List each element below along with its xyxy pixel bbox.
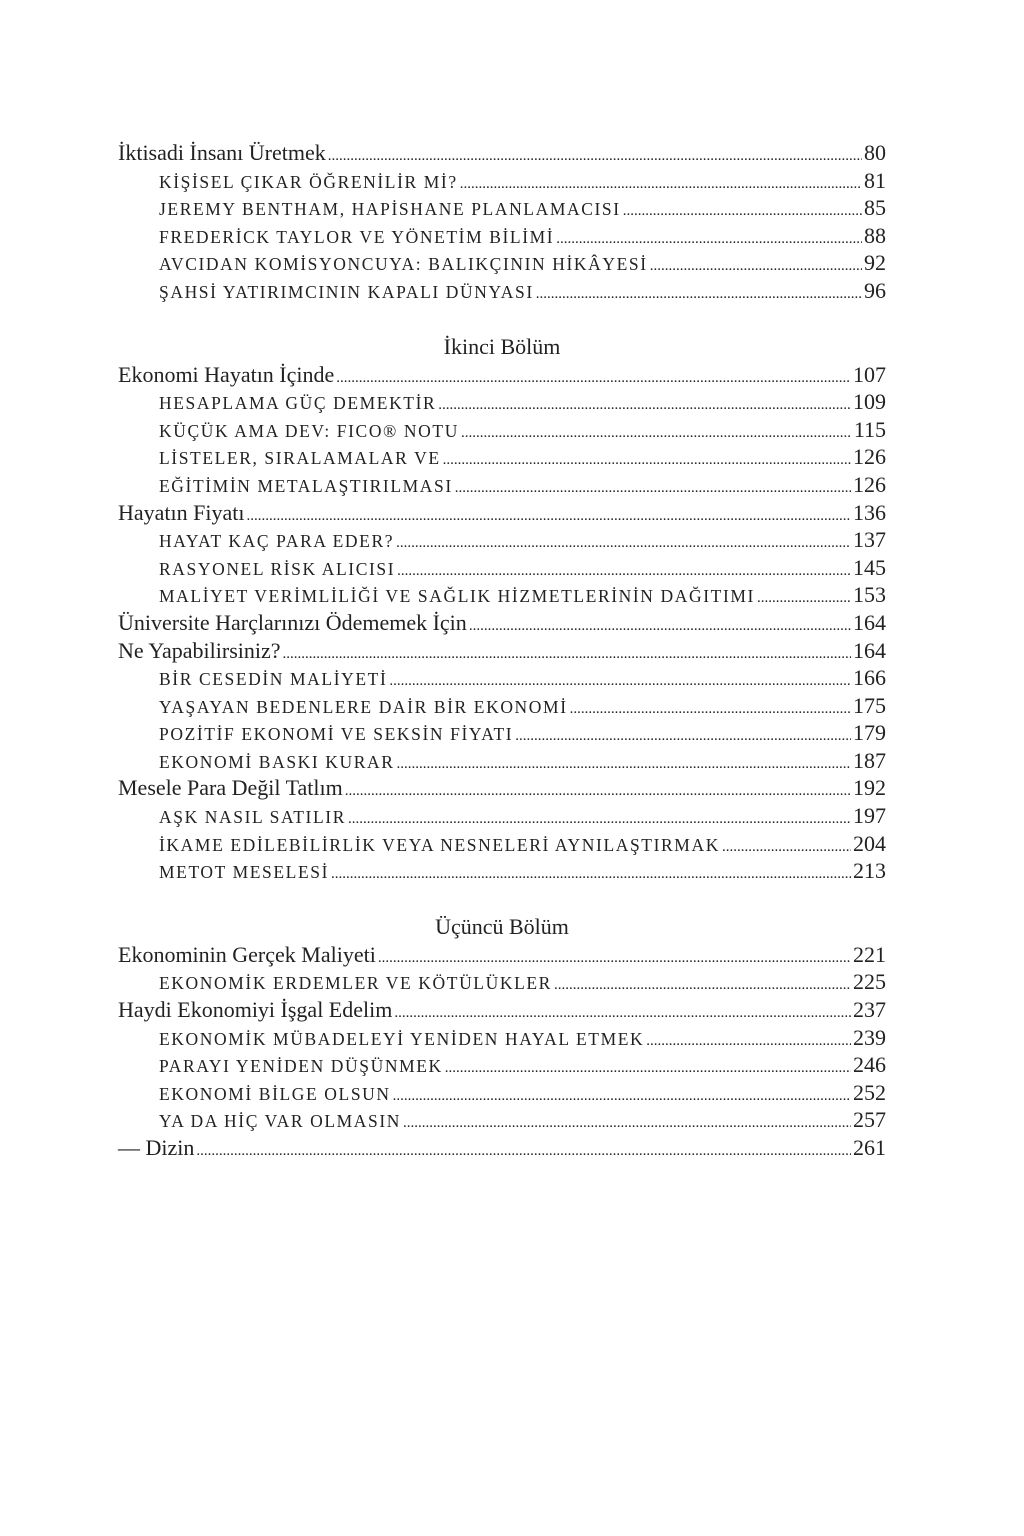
page-number: 85 [864,195,886,221]
entry-title: İktisadi İnsanı Üretmek [118,140,326,165]
entry-title: İKAME EDİLEBİLİRLİK VEYA NESNELERİ AYNILAŞTIRMAK [159,834,720,855]
page-number: 252 [853,1079,886,1105]
page-number: 88 [864,222,886,248]
section-heading: Üçüncü Bölüm [435,913,569,939]
toc-subentry[interactable] [118,830,886,858]
page-number: 237 [853,997,886,1023]
dot-leader [328,143,862,171]
toc-entry[interactable] [118,774,886,802]
dot-leader [345,778,851,806]
dot-leader [554,972,851,1000]
page-number: 213 [853,858,886,884]
toc-entry[interactable] [118,637,886,665]
toc-entry[interactable] [118,1134,886,1162]
dot-leader [461,420,852,448]
toc-subentry[interactable] [118,277,886,305]
toc-section [118,333,886,885]
toc-subentry[interactable] [118,719,886,747]
page-number: 96 [864,277,886,303]
page-number: 137 [853,527,886,553]
toc-subentry[interactable] [118,692,886,720]
entry-title: JEREMY BENTHAM, HAPİSHANE PLANLAMACISI [159,199,621,220]
dot-leader [536,281,862,309]
page-number: 257 [853,1107,886,1133]
dot-leader [455,475,851,503]
dot-leader [196,1138,851,1166]
entry-title: METOT MESELESİ [159,862,330,883]
page-number: 80 [864,140,886,165]
dot-leader [394,1000,851,1028]
page-number: 179 [853,720,886,746]
dot-leader [331,861,851,889]
page-number: 115 [853,416,886,442]
page-number: 204 [853,830,886,856]
dot-leader [722,834,851,862]
dot-leader [397,558,851,586]
entry-title: EKONOMİK ERDEMLER VE KÖTÜLÜKLER [159,973,552,994]
dot-leader [757,585,851,613]
entry-title: RASYONEL RİSK ALICISI [159,558,396,579]
toc-subentry[interactable] [118,747,886,775]
page-number: 164 [853,637,886,663]
dot-leader [646,1028,851,1056]
toc-subentry[interactable] [118,581,886,609]
page-number: 126 [853,471,886,497]
toc-subentry[interactable] [118,857,886,885]
dot-leader [378,945,851,973]
dot-leader [393,1083,851,1111]
toc-subentry[interactable] [118,1024,886,1052]
entry-title: FREDERİCK TAYLOR VE YÖNETİM BİLİMİ [159,226,555,247]
section-heading: İkinci Bölüm [443,333,561,359]
dot-leader [403,1110,851,1138]
page-number: 107 [853,361,886,387]
entry-title: BİR CESEDİN MALİYETİ [159,669,388,690]
entry-title: HAYAT KAÇ PARA EDER? [159,531,395,552]
page-number: 166 [853,665,886,691]
toc-subentry[interactable] [118,471,886,499]
entry-title: Haydi Ekonomiyi İşgal Edelim [118,997,393,1023]
entry-title: Ne Yapabilirsiniz? [118,637,281,663]
toc-subentry[interactable] [118,388,886,416]
entry-title: POZİTİF EKONOMİ VE SEKSİN FİYATI [159,724,514,745]
dot-leader [623,198,862,226]
entry-title: Hayatın Fiyatı [118,499,245,525]
entry-title: EKONOMİ BİLGE OLSUN [159,1083,391,1104]
toc-subentry[interactable] [118,249,886,277]
dot-leader [389,668,851,696]
dot-leader [570,696,851,724]
page-number: 261 [853,1135,886,1160]
dot-leader [283,641,851,669]
dot-leader [460,171,862,199]
page-number: 153 [853,582,886,608]
page-number: 81 [864,167,886,193]
page-number: 145 [853,554,886,580]
entry-title: AŞK NASIL SATILIR [159,807,346,828]
toc-subentry[interactable] [118,802,886,830]
toc-subentry[interactable] [118,1079,886,1107]
toc-subentry[interactable] [118,968,886,996]
entry-title: Ekonominin Gerçek Maliyeti [118,941,376,967]
entry-title: Üniversite Harçlarınızı Ödememek İçin [118,609,467,635]
entry-title: KİŞİSEL ÇIKAR ÖĞRENİLİR Mİ? [159,171,458,192]
page-number: 109 [853,389,886,415]
page-number: 92 [864,250,886,276]
toc-subentry[interactable] [118,222,886,250]
toc-subentry[interactable] [118,554,886,582]
toc-subentry[interactable] [118,167,886,195]
toc-section [118,139,886,305]
entry-title: ŞAHSİ YATIRIMCININ KAPALI DÜNYASI [159,281,534,302]
dot-leader [348,806,851,834]
entry-title: LİSTELER, SIRALAMALAR VE [159,448,441,469]
entry-title: Mesele Para Değil Tatlım [118,775,343,801]
dot-leader [396,530,851,558]
dot-leader [246,503,851,531]
dot-leader [469,613,851,641]
toc-subentry[interactable] [118,526,886,554]
toc-subentry[interactable] [118,664,886,692]
entry-title: YA DA HİÇ VAR OLMASIN [159,1111,402,1132]
entry-title: MALİYET VERİMLİLİĞİ VE SAĞLIK HİZMETLERİNİN DAĞITIMI [159,586,755,607]
toc-entry[interactable] [118,996,886,1024]
dot-leader [397,751,851,779]
page-number: 136 [853,499,886,525]
toc-entry[interactable] [118,139,886,167]
toc-entry[interactable] [118,609,886,637]
entry-title: HESAPLAMA GÜÇ DEMEKTİR [159,393,437,414]
dot-leader [650,253,862,281]
toc-entry[interactable] [118,499,886,527]
dot-leader [445,1055,851,1083]
page-number: 246 [853,1052,886,1078]
dot-leader [443,447,851,475]
entry-title: EKONOMİ BASKI KURAR [159,751,395,772]
table-of-contents [118,139,886,1162]
entry-title: EKONOMİK MÜBADELEYİ YENİDEN HAYAL ETMEK [159,1028,645,1049]
toc-entry[interactable] [118,361,886,389]
entry-title: PARAYI YENİDEN DÜŞÜNMEK [159,1056,443,1077]
toc-subentry[interactable] [118,194,886,222]
entry-title: EĞİTİMİN METALAŞTIRILMASI [159,475,453,496]
toc-subentry[interactable] [118,416,886,444]
entry-title: — Dizin [118,1135,195,1160]
dot-leader [556,226,862,254]
page-number: 239 [853,1024,886,1050]
page-number: 187 [853,747,886,773]
dot-leader [336,365,851,393]
entry-title: YAŞAYAN BEDENLERE DAİR BİR EKONOMİ [159,696,568,717]
page-number: 192 [853,775,886,801]
toc-subentry[interactable] [118,1106,886,1134]
page-number: 175 [853,692,886,718]
page-number: 126 [853,444,886,470]
toc-subentry[interactable] [118,443,886,471]
toc-subentry[interactable] [118,1051,886,1079]
toc-section [118,913,886,1162]
entry-title: Ekonomi Hayatın İçinde [118,361,335,387]
page-number: 221 [853,941,886,967]
page-number: 197 [853,803,886,829]
dot-leader [438,392,851,420]
toc-entry[interactable] [118,941,886,969]
entry-title: KÜÇÜK AMA DEV: FICO® NOTU [159,420,459,441]
entry-title: AVCIDAN KOMİSYONCUYA: BALIKÇININ HİKÂYESİ [159,254,648,275]
page-number: 164 [853,609,886,635]
page-number: 225 [853,969,886,995]
dot-leader [515,723,851,751]
